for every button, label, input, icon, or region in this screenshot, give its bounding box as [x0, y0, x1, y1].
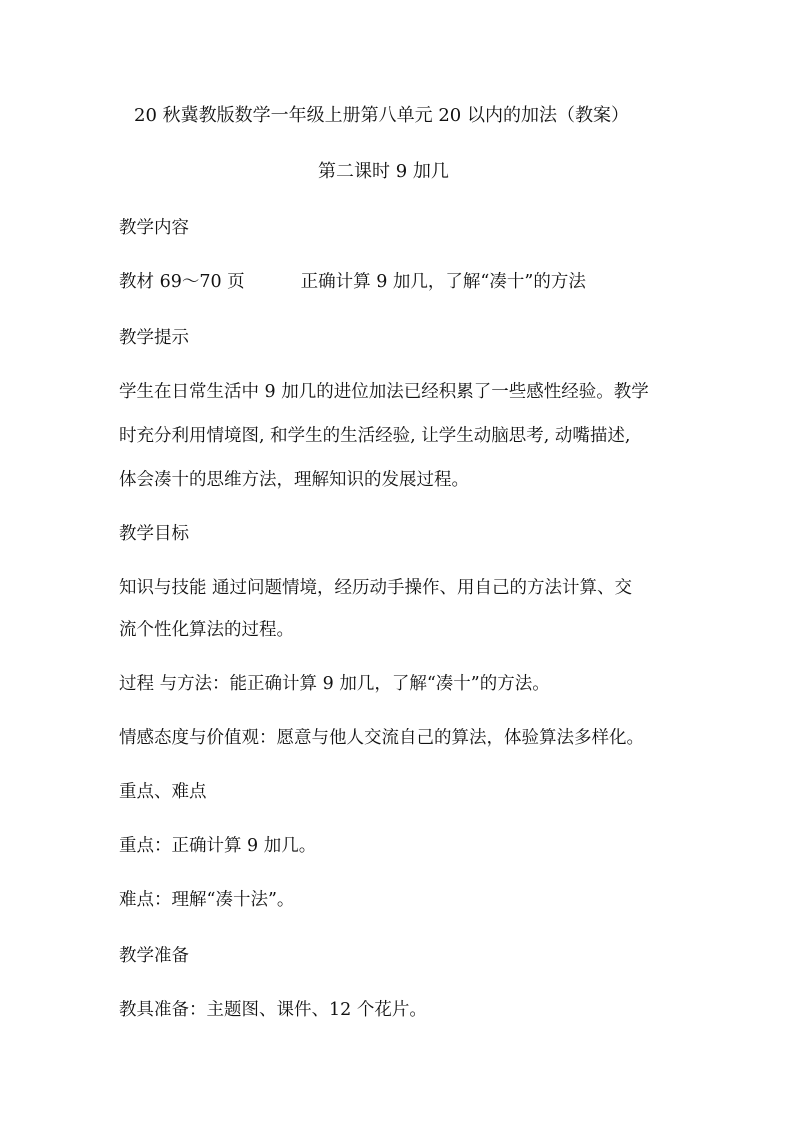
hints-line-1: 学生在日常生活中 9 加几的进位加法已经积累了一些感性经验。教学: [119, 382, 649, 402]
section-heading-teaching-prep: 教学准备: [119, 946, 189, 966]
difficult-point-line: 难点：理解“凑十法”。: [119, 890, 295, 910]
document-title: 20 秋冀教版数学一年级上册第八单元 20 以内的加法（教案）: [134, 105, 629, 126]
teaching-content-line: [119, 270, 586, 294]
goals-line-4: 情感态度与价值观：愿意与他人交流自己的算法，体验算法多样化。: [119, 728, 644, 748]
content-goal: 正确计算 9 加几，了解“凑十”的方法: [300, 272, 586, 292]
section-heading-teaching-content: 教学内容: [119, 218, 189, 238]
section-heading-teaching-goals: 教学目标: [119, 524, 189, 544]
key-point-line: 重点：正确计算 9 加几。: [119, 836, 317, 856]
hints-line-3: 体会凑十的思维方法，理解知识的发展过程。: [119, 470, 469, 490]
document-subtitle: 第二课时 9 加几: [318, 161, 449, 182]
goals-line-1: 知识与技能 通过问题情境，经历动手操作、用自己的方法计算、交: [119, 578, 633, 598]
hints-line-2: 时充分利用情境图, 和学生的生活经验, 让学生动脑思考, 动嘴描述,: [119, 426, 631, 446]
section-heading-teaching-hints: 教学提示: [119, 328, 189, 348]
textbook-pages: 教材 69～70 页: [119, 272, 245, 292]
goals-line-2: 流个性化算法的过程。: [119, 620, 294, 640]
prep-line: 教具准备：主题图、课件、12 个花片。: [119, 1000, 427, 1020]
goals-line-3: 过程 与方法：能正确计算 9 加几，了解“凑十”的方法。: [119, 674, 550, 694]
section-heading-key-points: 重点、难点: [119, 782, 207, 802]
